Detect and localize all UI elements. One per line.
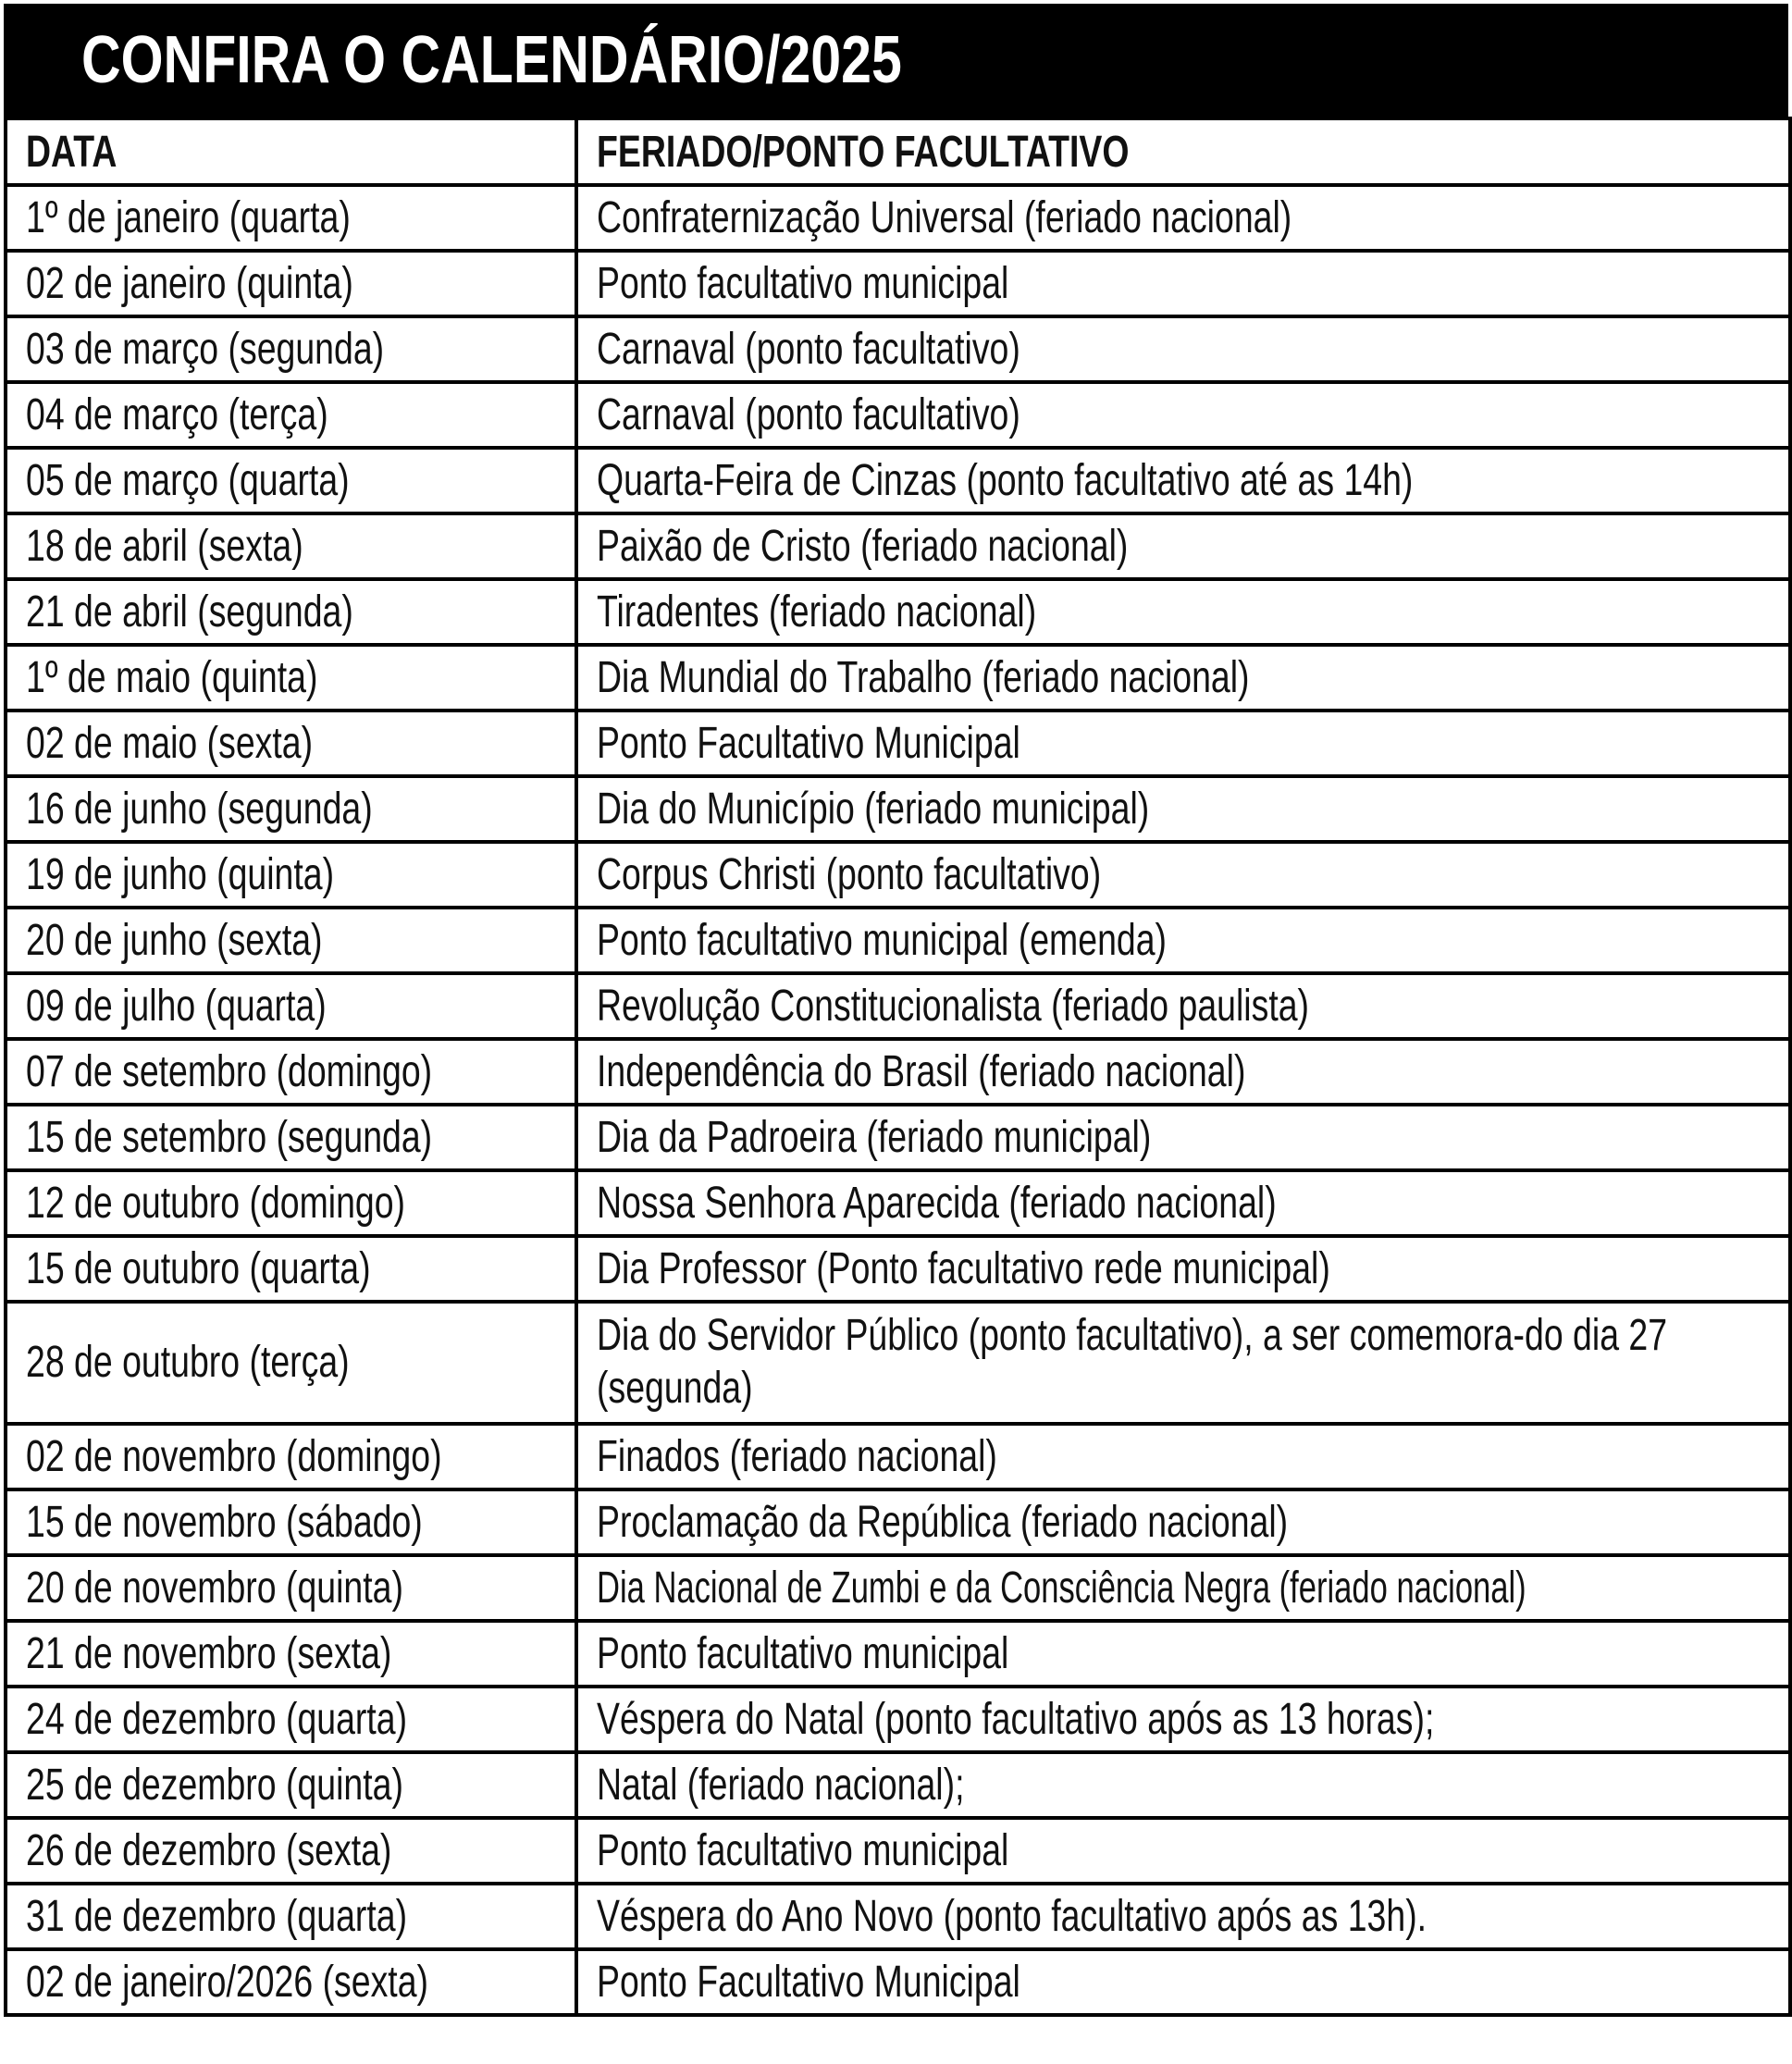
table-body — [6, 185, 1790, 2015]
holiday-text: Independência do Brasil (feriado nacional) — [597, 1046, 1246, 1096]
table-row — [6, 185, 1790, 251]
holiday-text: Carnaval (ponto facultativo) — [597, 389, 1020, 439]
date-cell — [6, 448, 576, 513]
date-text: 20 de junho (sexta) — [26, 915, 323, 965]
holiday-text: Dia do Município (feriado municipal) — [597, 784, 1150, 834]
holiday-cell — [576, 579, 1790, 645]
date-text: 18 de abril (sexta) — [26, 521, 303, 571]
date-cell — [6, 645, 576, 711]
date-cell — [6, 1039, 576, 1105]
holiday-cell — [576, 448, 1790, 513]
table-row — [6, 1424, 1790, 1489]
date-text: 07 de setembro (domingo) — [26, 1046, 433, 1096]
date-cell — [6, 842, 576, 908]
date-cell — [6, 1489, 576, 1555]
holiday-text: Ponto facultativo municipal — [597, 1825, 1009, 1875]
holiday-cell — [576, 251, 1790, 316]
date-cell — [6, 185, 576, 251]
date-text: 02 de novembro (domingo) — [26, 1431, 442, 1481]
holiday-cell — [576, 1170, 1790, 1236]
date-cell — [6, 1105, 576, 1170]
holiday-text: Corpus Christi (ponto facultativo) — [597, 849, 1102, 899]
date-text: 1º de maio (quinta) — [26, 652, 318, 702]
holiday-text: Dia Nacional de Zumbi e da Consciência Negra (feriado nacional) — [597, 1563, 1526, 1613]
table-row — [6, 579, 1790, 645]
table-row — [6, 645, 1790, 711]
table-row — [6, 513, 1790, 579]
table-row — [6, 1039, 1790, 1105]
date-text: 05 de março (quarta) — [26, 455, 350, 505]
date-text: 15 de outubro (quarta) — [26, 1243, 371, 1293]
date-text: 02 de janeiro/2026 (sexta) — [26, 1957, 429, 2007]
date-text: 09 de julho (quarta) — [26, 981, 327, 1031]
holiday-text: Ponto Facultativo Municipal — [597, 718, 1020, 768]
table-header-row — [6, 118, 1790, 185]
date-text: 03 de março (segunda) — [26, 324, 385, 374]
holiday-cell — [576, 185, 1790, 251]
holiday-text: Ponto Facultativo Municipal — [597, 1957, 1020, 2007]
date-cell — [6, 251, 576, 316]
holiday-text: Ponto facultativo municipal — [597, 1628, 1009, 1678]
date-text: 16 de junho (segunda) — [26, 784, 373, 834]
date-text: 24 de dezembro (quarta) — [26, 1694, 408, 1744]
holiday-cell — [576, 1236, 1790, 1302]
table-row — [6, 251, 1790, 316]
date-cell — [6, 776, 576, 842]
column-header-holiday-label: FERIADO/PONTO FACULTATIVO — [597, 127, 1130, 177]
date-cell — [6, 908, 576, 973]
table-row — [6, 1884, 1790, 1949]
date-cell — [6, 1236, 576, 1302]
table-row — [6, 1302, 1790, 1424]
holiday-cell — [576, 973, 1790, 1039]
column-header-date — [6, 118, 576, 185]
holiday-text: Ponto facultativo municipal (emenda) — [597, 915, 1168, 965]
holiday-text: Confraternização Universal (feriado nacional) — [597, 192, 1292, 242]
date-text: 25 de dezembro (quinta) — [26, 1760, 403, 1810]
holiday-text: Ponto facultativo municipal — [597, 258, 1009, 308]
holiday-text: Dia Professor (Ponto facultativo rede municipal) — [597, 1243, 1330, 1293]
holiday-cell — [576, 1687, 1790, 1752]
date-cell — [6, 1621, 576, 1687]
holiday-cell — [576, 316, 1790, 382]
holiday-text: Paixão de Cristo (feriado nacional) — [597, 521, 1129, 571]
holiday-text: Quarta-Feira de Cinzas (ponto facultativo até as 14h) — [597, 455, 1414, 505]
holiday-cell — [576, 645, 1790, 711]
holiday-cell — [576, 711, 1790, 776]
date-text: 26 de dezembro (sexta) — [26, 1825, 392, 1875]
column-header-date-label: DATA — [26, 127, 117, 177]
column-header-holiday — [576, 118, 1790, 185]
date-cell — [6, 1555, 576, 1621]
table-row — [6, 1818, 1790, 1884]
date-cell — [6, 316, 576, 382]
holiday-cell — [576, 513, 1790, 579]
date-text: 19 de junho (quinta) — [26, 849, 335, 899]
table-row — [6, 1555, 1790, 1621]
holiday-text: Proclamação da República (feriado nacional) — [597, 1497, 1289, 1547]
table-row — [6, 1170, 1790, 1236]
table-row — [6, 1687, 1790, 1752]
page-title: CONFIRA O CALENDÁRIO/2025 — [81, 23, 902, 97]
date-cell — [6, 1884, 576, 1949]
holiday-text: Véspera do Natal (ponto facultativo após as 13 horas); — [597, 1694, 1435, 1744]
date-cell — [6, 579, 576, 645]
holiday-cell — [576, 1818, 1790, 1884]
date-cell — [6, 513, 576, 579]
holiday-cell — [576, 776, 1790, 842]
date-text: 1º de janeiro (quarta) — [26, 192, 351, 242]
table-row — [6, 908, 1790, 973]
date-text: 04 de março (terça) — [26, 389, 328, 439]
holiday-cell — [576, 1949, 1790, 2015]
holiday-cell — [576, 1039, 1790, 1105]
table-row — [6, 382, 1790, 448]
table-row — [6, 1621, 1790, 1687]
holiday-cell — [576, 842, 1790, 908]
calendar-document — [4, 4, 1788, 2060]
holiday-cell — [576, 1302, 1790, 1424]
holiday-cell — [576, 382, 1790, 448]
date-cell — [6, 711, 576, 776]
table-row — [6, 1236, 1790, 1302]
date-text: 15 de novembro (sábado) — [26, 1497, 423, 1547]
date-cell — [6, 1424, 576, 1489]
table-row — [6, 776, 1790, 842]
holiday-text: Tiradentes (feriado nacional) — [597, 587, 1037, 637]
holiday-text: Dia do Servidor Público (ponto facultativo), a ser comemora-do dia 27 (segunda) — [597, 1310, 1668, 1414]
holiday-text: Revolução Constitucionalista (feriado paulista) — [597, 981, 1310, 1031]
holiday-cell — [576, 1884, 1790, 1949]
date-cell — [6, 973, 576, 1039]
holiday-cell — [576, 1105, 1790, 1170]
date-cell — [6, 1949, 576, 2015]
holiday-text: Natal (feriado nacional); — [597, 1760, 965, 1810]
title-banner — [4, 4, 1788, 117]
date-cell — [6, 1302, 576, 1424]
holiday-cell — [576, 1424, 1790, 1489]
holiday-cell — [576, 908, 1790, 973]
holiday-text: Véspera do Ano Novo (ponto facultativo após as 13h). — [597, 1891, 1427, 1941]
date-cell — [6, 1818, 576, 1884]
holiday-table — [4, 117, 1792, 2017]
date-text: 20 de novembro (quinta) — [26, 1563, 403, 1613]
table-row — [6, 711, 1790, 776]
holiday-text: Carnaval (ponto facultativo) — [597, 324, 1020, 374]
table-row — [6, 316, 1790, 382]
date-text: 02 de janeiro (quinta) — [26, 258, 353, 308]
table-row — [6, 1949, 1790, 2015]
holiday-cell — [576, 1555, 1790, 1621]
date-text: 28 de outubro (terça) — [26, 1338, 350, 1387]
holiday-cell — [576, 1489, 1790, 1555]
date-text: 21 de abril (segunda) — [26, 587, 353, 637]
date-cell — [6, 382, 576, 448]
table-row — [6, 448, 1790, 513]
date-cell — [6, 1687, 576, 1752]
holiday-text: Dia da Padroeira (feriado municipal) — [597, 1112, 1152, 1162]
holiday-text: Dia Mundial do Trabalho (feriado nacional) — [597, 652, 1250, 702]
date-cell — [6, 1170, 576, 1236]
holiday-text: Finados (feriado nacional) — [597, 1431, 997, 1481]
table-row — [6, 842, 1790, 908]
holiday-cell — [576, 1752, 1790, 1818]
holiday-text: Nossa Senhora Aparecida (feriado nacional) — [597, 1178, 1277, 1228]
table-row — [6, 1105, 1790, 1170]
date-text: 02 de maio (sexta) — [26, 718, 314, 768]
date-text: 21 de novembro (sexta) — [26, 1628, 392, 1678]
date-cell — [6, 1752, 576, 1818]
date-text: 31 de dezembro (quarta) — [26, 1891, 408, 1941]
date-text: 12 de outubro (domingo) — [26, 1178, 406, 1228]
table-row — [6, 973, 1790, 1039]
holiday-cell — [576, 1621, 1790, 1687]
table-row — [6, 1489, 1790, 1555]
table-row — [6, 1752, 1790, 1818]
date-text: 15 de setembro (segunda) — [26, 1112, 433, 1162]
